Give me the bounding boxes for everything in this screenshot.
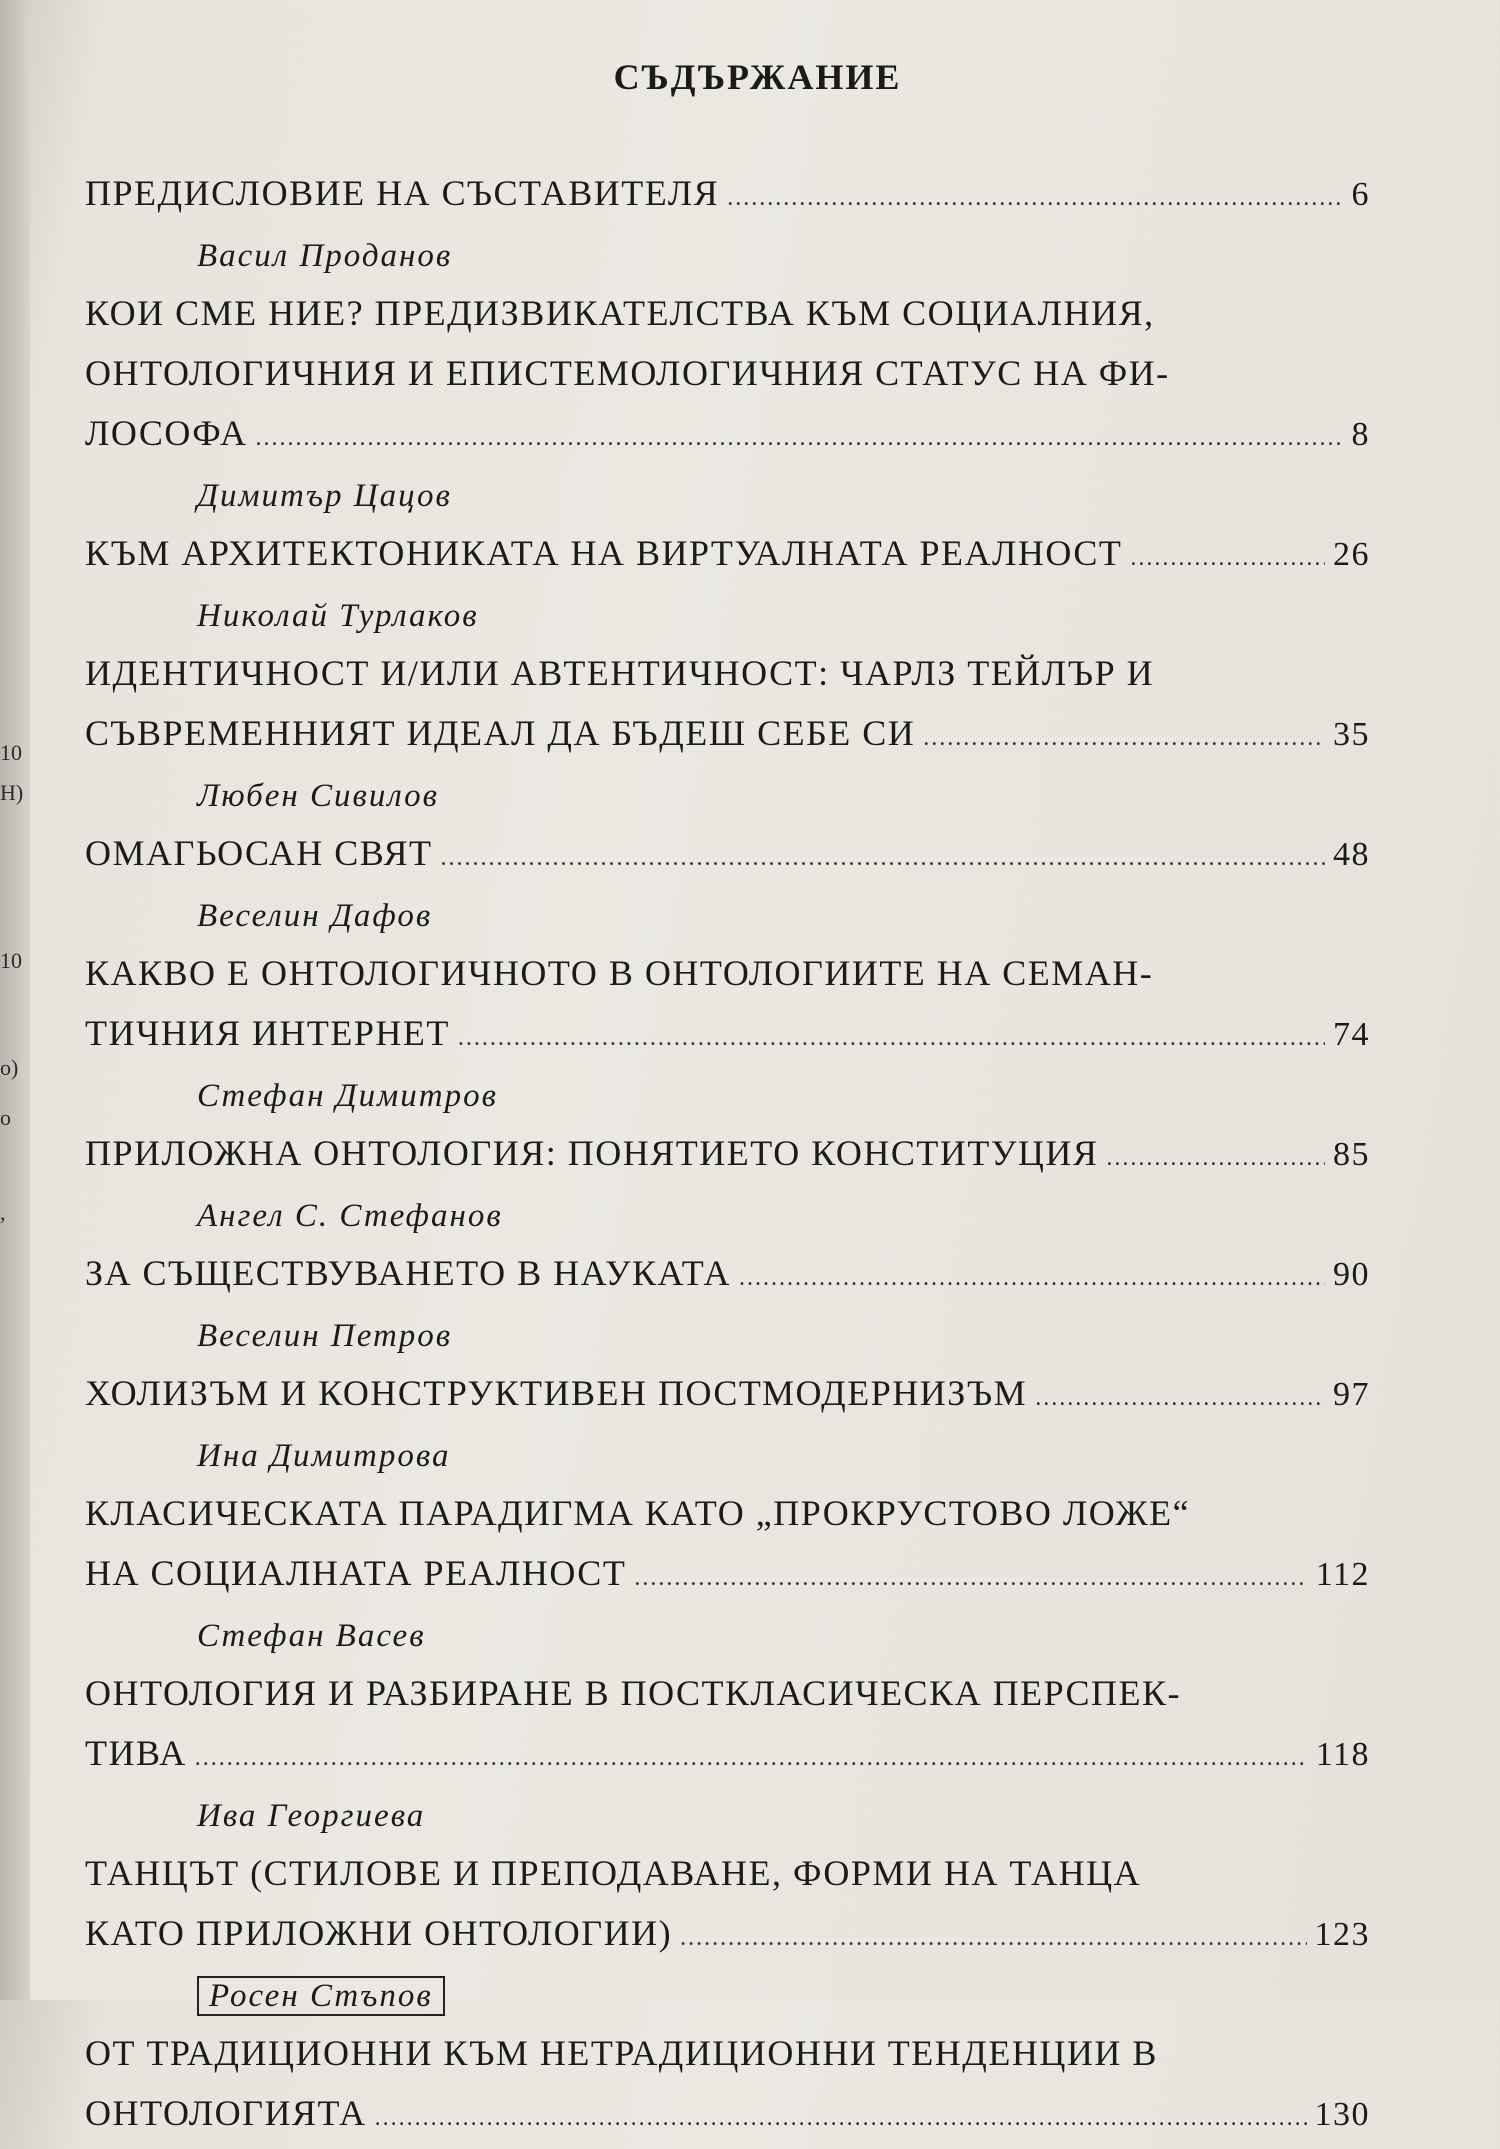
- toc-entry-title-line: [85, 1123, 1370, 1183]
- toc-entry: [85, 1609, 1370, 1783]
- author-name: Веселин Дафов: [197, 898, 433, 934]
- toc-entry-title-line: [85, 1723, 1370, 1783]
- title-text: ОНТОЛОГИЯТА: [85, 2093, 367, 2133]
- dot-leader: [634, 1548, 1307, 1608]
- title-text: ИДЕНТИЧНОСТ И/ИЛИ АВТЕНТИЧНОСТ: ЧАРЛЗ ТЕЙЛЪР И: [85, 653, 1155, 693]
- page-number: 123: [1314, 1916, 1370, 1953]
- toc-entry-title-line: [85, 1003, 1370, 1063]
- toc-entry-author: [85, 589, 1370, 643]
- table-of-contents-page: [85, 55, 1370, 2149]
- toc-entry-author: [85, 889, 1370, 943]
- toc-entry-title-line: [85, 523, 1370, 583]
- page-number: 74: [1333, 1016, 1370, 1053]
- title-text: КАТО ПРИЛОЖНИ ОНТОЛОГИИ): [85, 1913, 673, 1953]
- dot-leader: [375, 2088, 1307, 2148]
- toc-entry-title-line: [85, 2023, 1370, 2083]
- toc-entry-title-line: [85, 1363, 1370, 1423]
- margin-fragment: Н): [0, 780, 24, 805]
- toc-entry-title-line: [85, 703, 1370, 763]
- toc-entry: [85, 769, 1370, 883]
- toc-entry-title-line: [85, 823, 1370, 883]
- margin-fragment: 10: [0, 948, 22, 973]
- toc-entry: [85, 469, 1370, 583]
- toc-entry-title-line: [85, 1243, 1370, 1303]
- author-name: Стефан Димитров: [197, 1078, 498, 1114]
- margin-fragment: ,: [0, 1200, 6, 1225]
- margin-fragment: о: [0, 1105, 11, 1130]
- toc-entry: [85, 889, 1370, 1063]
- toc-entry-author: [85, 469, 1370, 523]
- title-text: ОНТОЛОГИЯ И РАЗБИРАНЕ В ПОСТКЛАСИЧЕСКА ПЕРСПЕК-: [85, 1673, 1182, 1713]
- toc-entry: [85, 1789, 1370, 1963]
- dot-leader: [1130, 528, 1325, 588]
- margin-fragment: 10: [0, 740, 22, 765]
- dot-leader: [727, 168, 1343, 228]
- page-number: 112: [1315, 1556, 1370, 1593]
- toc-entry-author: [85, 1189, 1370, 1243]
- toc-list: [85, 163, 1370, 2143]
- toc-entry-author: [85, 1969, 1370, 2023]
- page-number: 97: [1333, 1376, 1370, 1413]
- dot-leader: [440, 828, 1325, 888]
- author-name: Ина Димитрова: [197, 1438, 451, 1474]
- toc-entry: [85, 1309, 1370, 1423]
- dot-leader: [739, 1248, 1325, 1308]
- toc-entry-author: [85, 1069, 1370, 1123]
- title-text: ПРИЛОЖНА ОНТОЛОГИЯ: ПОНЯТИЕТО КОНСТИТУЦИЯ: [85, 1133, 1099, 1173]
- toc-entry-title-line: [85, 2083, 1370, 2143]
- page-number: 130: [1314, 2096, 1370, 2133]
- toc-entry-title-line: [85, 1663, 1370, 1723]
- toc-entry: [85, 229, 1370, 463]
- dot-leader: [1035, 1368, 1325, 1428]
- toc-entry-title-line: [85, 163, 1370, 223]
- title-text: ХОЛИЗЪМ И КОНСТРУКТИВЕН ПОСТМОДЕРНИЗЪМ: [85, 1373, 1028, 1413]
- dot-leader: [255, 408, 1343, 468]
- title-text: ОМАГЬОСАН СВЯТ: [85, 833, 433, 873]
- author-name: Росен Стъпов: [197, 1976, 445, 2016]
- page-number: 118: [1315, 1736, 1370, 1773]
- toc-entry-author: [85, 769, 1370, 823]
- page-number: 26: [1333, 536, 1370, 573]
- author-name: Стефан Васев: [197, 1618, 426, 1654]
- dot-leader: [195, 1728, 1308, 1788]
- toc-entry-author: [85, 229, 1370, 283]
- toc-entry: [85, 1429, 1370, 1603]
- title-text: ТИЧНИЯ ИНТЕРНЕТ: [85, 1013, 450, 1053]
- toc-entry-title-line: [85, 1843, 1370, 1903]
- title-text: СЪВРЕМЕННИЯТ ИДЕАЛ ДА БЪДЕШ СЕБЕ СИ: [85, 713, 916, 753]
- toc-entry: [85, 1969, 1370, 2143]
- title-text: ТАНЦЪТ (СТИЛОВЕ И ПРЕПОДАВАНЕ, ФОРМИ НА ТАНЦА: [85, 1853, 1142, 1893]
- page-number: 35: [1333, 716, 1370, 753]
- toc-entry-author: [85, 1429, 1370, 1483]
- toc-entry-title-line: [85, 1903, 1370, 1963]
- page-number: 6: [1351, 176, 1370, 213]
- author-name: Николай Турлаков: [197, 598, 479, 634]
- toc-entry-title-line: [85, 343, 1370, 403]
- title-text: НА СОЦИАЛНАТА РЕАЛНОСТ: [85, 1553, 627, 1593]
- author-name: Веселин Петров: [197, 1318, 453, 1354]
- dot-leader: [680, 1908, 1306, 1968]
- toc-entry-title-line: [85, 283, 1370, 343]
- title-text: ТИВА: [85, 1733, 187, 1773]
- author-name: Любен Сивилов: [197, 778, 439, 814]
- toc-entry-title-line: [85, 1543, 1370, 1603]
- title-text: КЪМ АРХИТЕКТОНИКАТА НА ВИРТУАЛНАТА РЕАЛНОСТ: [85, 533, 1123, 573]
- author-name: Васил Проданов: [197, 238, 453, 274]
- book-gutter-edge: [0, 0, 30, 2000]
- toc-entry-author: [85, 1609, 1370, 1663]
- toc-entry: [85, 589, 1370, 763]
- toc-entry-title-line: [85, 1483, 1370, 1543]
- title-text: ЛОСОФА: [85, 413, 248, 453]
- author-name: Димитър Цацов: [197, 478, 452, 514]
- toc-entry: [85, 1069, 1370, 1183]
- author-name: Ива Георгиева: [197, 1798, 426, 1834]
- dot-leader: [923, 708, 1325, 768]
- title-text: КЛАСИЧЕСКАТА ПАРАДИГМА КАТО „ПРОКРУСТОВО ЛОЖЕ“: [85, 1493, 1191, 1533]
- title-text: ОНТОЛОГИЧНИЯ И ЕПИСТЕМОЛОГИЧНИЯ СТАТУС НА ФИ-: [85, 353, 1170, 393]
- toc-entry-title-line: [85, 943, 1370, 1003]
- page-number: 8: [1351, 416, 1370, 453]
- title-text: ЗА СЪЩЕСТВУВАНЕТО В НАУКАТА: [85, 1253, 731, 1293]
- toc-entry-author: [85, 1789, 1370, 1843]
- dot-leader: [1106, 1128, 1325, 1188]
- title-text: КАКВО Е ОНТОЛОГИЧНОТО В ОНТОЛОГИИТЕ НА СЕМАН-: [85, 953, 1154, 993]
- page-number: 48: [1333, 836, 1370, 873]
- toc-entry: [85, 163, 1370, 223]
- page-title: СЪДЪРЖАНИЕ: [613, 57, 902, 97]
- toc-entry-title-line: [85, 403, 1370, 463]
- author-name: Ангел С. Стефанов: [197, 1198, 503, 1234]
- dot-leader: [458, 1008, 1325, 1068]
- title-text: ОТ ТРАДИЦИОННИ КЪМ НЕТРАДИЦИОННИ ТЕНДЕНЦИИ В: [85, 2033, 1158, 2073]
- margin-fragment: о): [0, 1055, 19, 1080]
- toc-entry-author: [85, 1309, 1370, 1363]
- title-text: ПРЕДИСЛОВИЕ НА СЪСТАВИТЕЛЯ: [85, 173, 720, 213]
- toc-entry: [85, 1189, 1370, 1303]
- page-number: 90: [1333, 1256, 1370, 1293]
- page-number: 85: [1333, 1136, 1370, 1173]
- toc-entry-title-line: [85, 643, 1370, 703]
- title-text: КОИ СМЕ НИЕ? ПРЕДИЗВИКАТЕЛСТВА КЪМ СОЦИАЛНИЯ,: [85, 293, 1155, 333]
